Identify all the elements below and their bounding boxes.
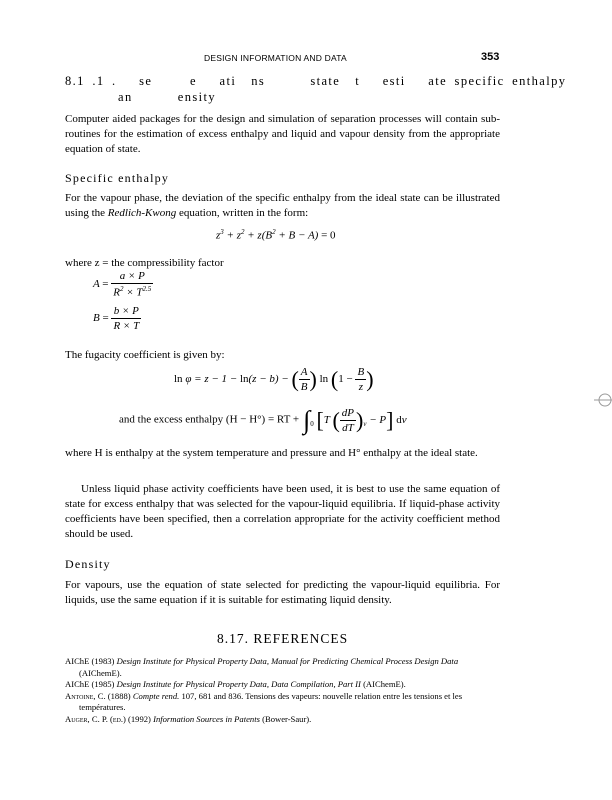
page-number: 353 bbox=[481, 51, 500, 63]
fugacity-equation: ln φ = z − 1 − ln(z − b) − ( $\frac{A}{B}$ ) ln (1 − $\frac{B}{z}$ ) bbox=[174, 366, 374, 393]
redlich-kwong-name: Redlich-Kwong bbox=[107, 207, 177, 219]
reference-item: AIChE (1983) Design Institute for Physical Property Data, Manual for Predicting Chemical Process Design Data (AIChemE). bbox=[65, 656, 459, 678]
where-z-line: where z = the compressibility factor bbox=[65, 257, 224, 269]
section-title: 8.1 .1 . se e ati ns state t esti ate specific enthalpy an ensity bbox=[65, 74, 567, 104]
registration-mark-icon bbox=[594, 391, 612, 409]
where-h-paragraph: where H is enthalpy at the system temperature and pressure and H° enthalpy at the ideal state. bbox=[65, 447, 478, 459]
reference-item: Antoine, C. (1888) Compte rend. 107, 681 and 836. Tensions des vapeurs: nouvelle relation entre les tensions et les températures. bbox=[65, 690, 463, 713]
reference-item: Auger, C. P. (ed.) (1992) Information Sources in Patents (Bower-Saur). bbox=[65, 713, 312, 724]
enthalpy-paragraph: For the vapour phase, the deviation of the specific enthalpy from the ideal state can be illustrated using the Redlich-Kwong equation, written in the form: bbox=[65, 192, 500, 219]
fugacity-intro: The fugacity coefficient is given by: bbox=[65, 349, 225, 361]
cubic-equation: $z^3 + z^2 + z(B^2 + B - A) = 0$ bbox=[216, 228, 336, 242]
specific-enthalpy-heading: Specific enthalpy bbox=[65, 171, 170, 185]
equation-b: B = $\frac{b \times P}{R \times T}$ bbox=[93, 305, 140, 332]
liquid-phase-paragraph: Unless liquid phase activity coefficients have been used, it is best to use the same equation of state for excess enthalpy that was selected for the vapour-liquid equilibria. If liquid-phase activity coefficients have been specified, then a correlation appropriate for the activity coefficient method should be used. bbox=[65, 483, 500, 540]
excess-enthalpy-label: and the excess enthalpy (H − H°) = RT + bbox=[119, 413, 300, 426]
running-header: DESIGN INFORMATION AND DATA bbox=[204, 53, 347, 63]
reference-item: AIChE (1985) Design Institute for Physical Property Data, Data Compilation, Part II (AIChemE). bbox=[65, 679, 406, 690]
intro-paragraph: Computer aided packages for the design and simulation of separation processes will contain sub-routines for the estimation of excess enthalpy and liquid and vapour density from the appropriate equation of state. bbox=[65, 113, 500, 155]
excess-enthalpy-row bbox=[119, 405, 407, 435]
density-heading: Density bbox=[65, 557, 111, 571]
references-heading: 8.17. REFERENCES bbox=[217, 631, 349, 646]
references-list bbox=[65, 656, 502, 726]
excess-enthalpy-integral: $\int_0$ [T ( $\frac{dP}{dT}$ )$_v - P$] dv bbox=[303, 405, 407, 434]
density-paragraph: For vapours, use the equation of state selected for predicting the vapour-liquid equilibria. For liquids, use the same equation if it is suitable for estimating liquid density. bbox=[65, 579, 500, 606]
equation-a: A = $\frac{a \times P}{R^2 \times T^{2.5}}$ bbox=[93, 270, 152, 299]
